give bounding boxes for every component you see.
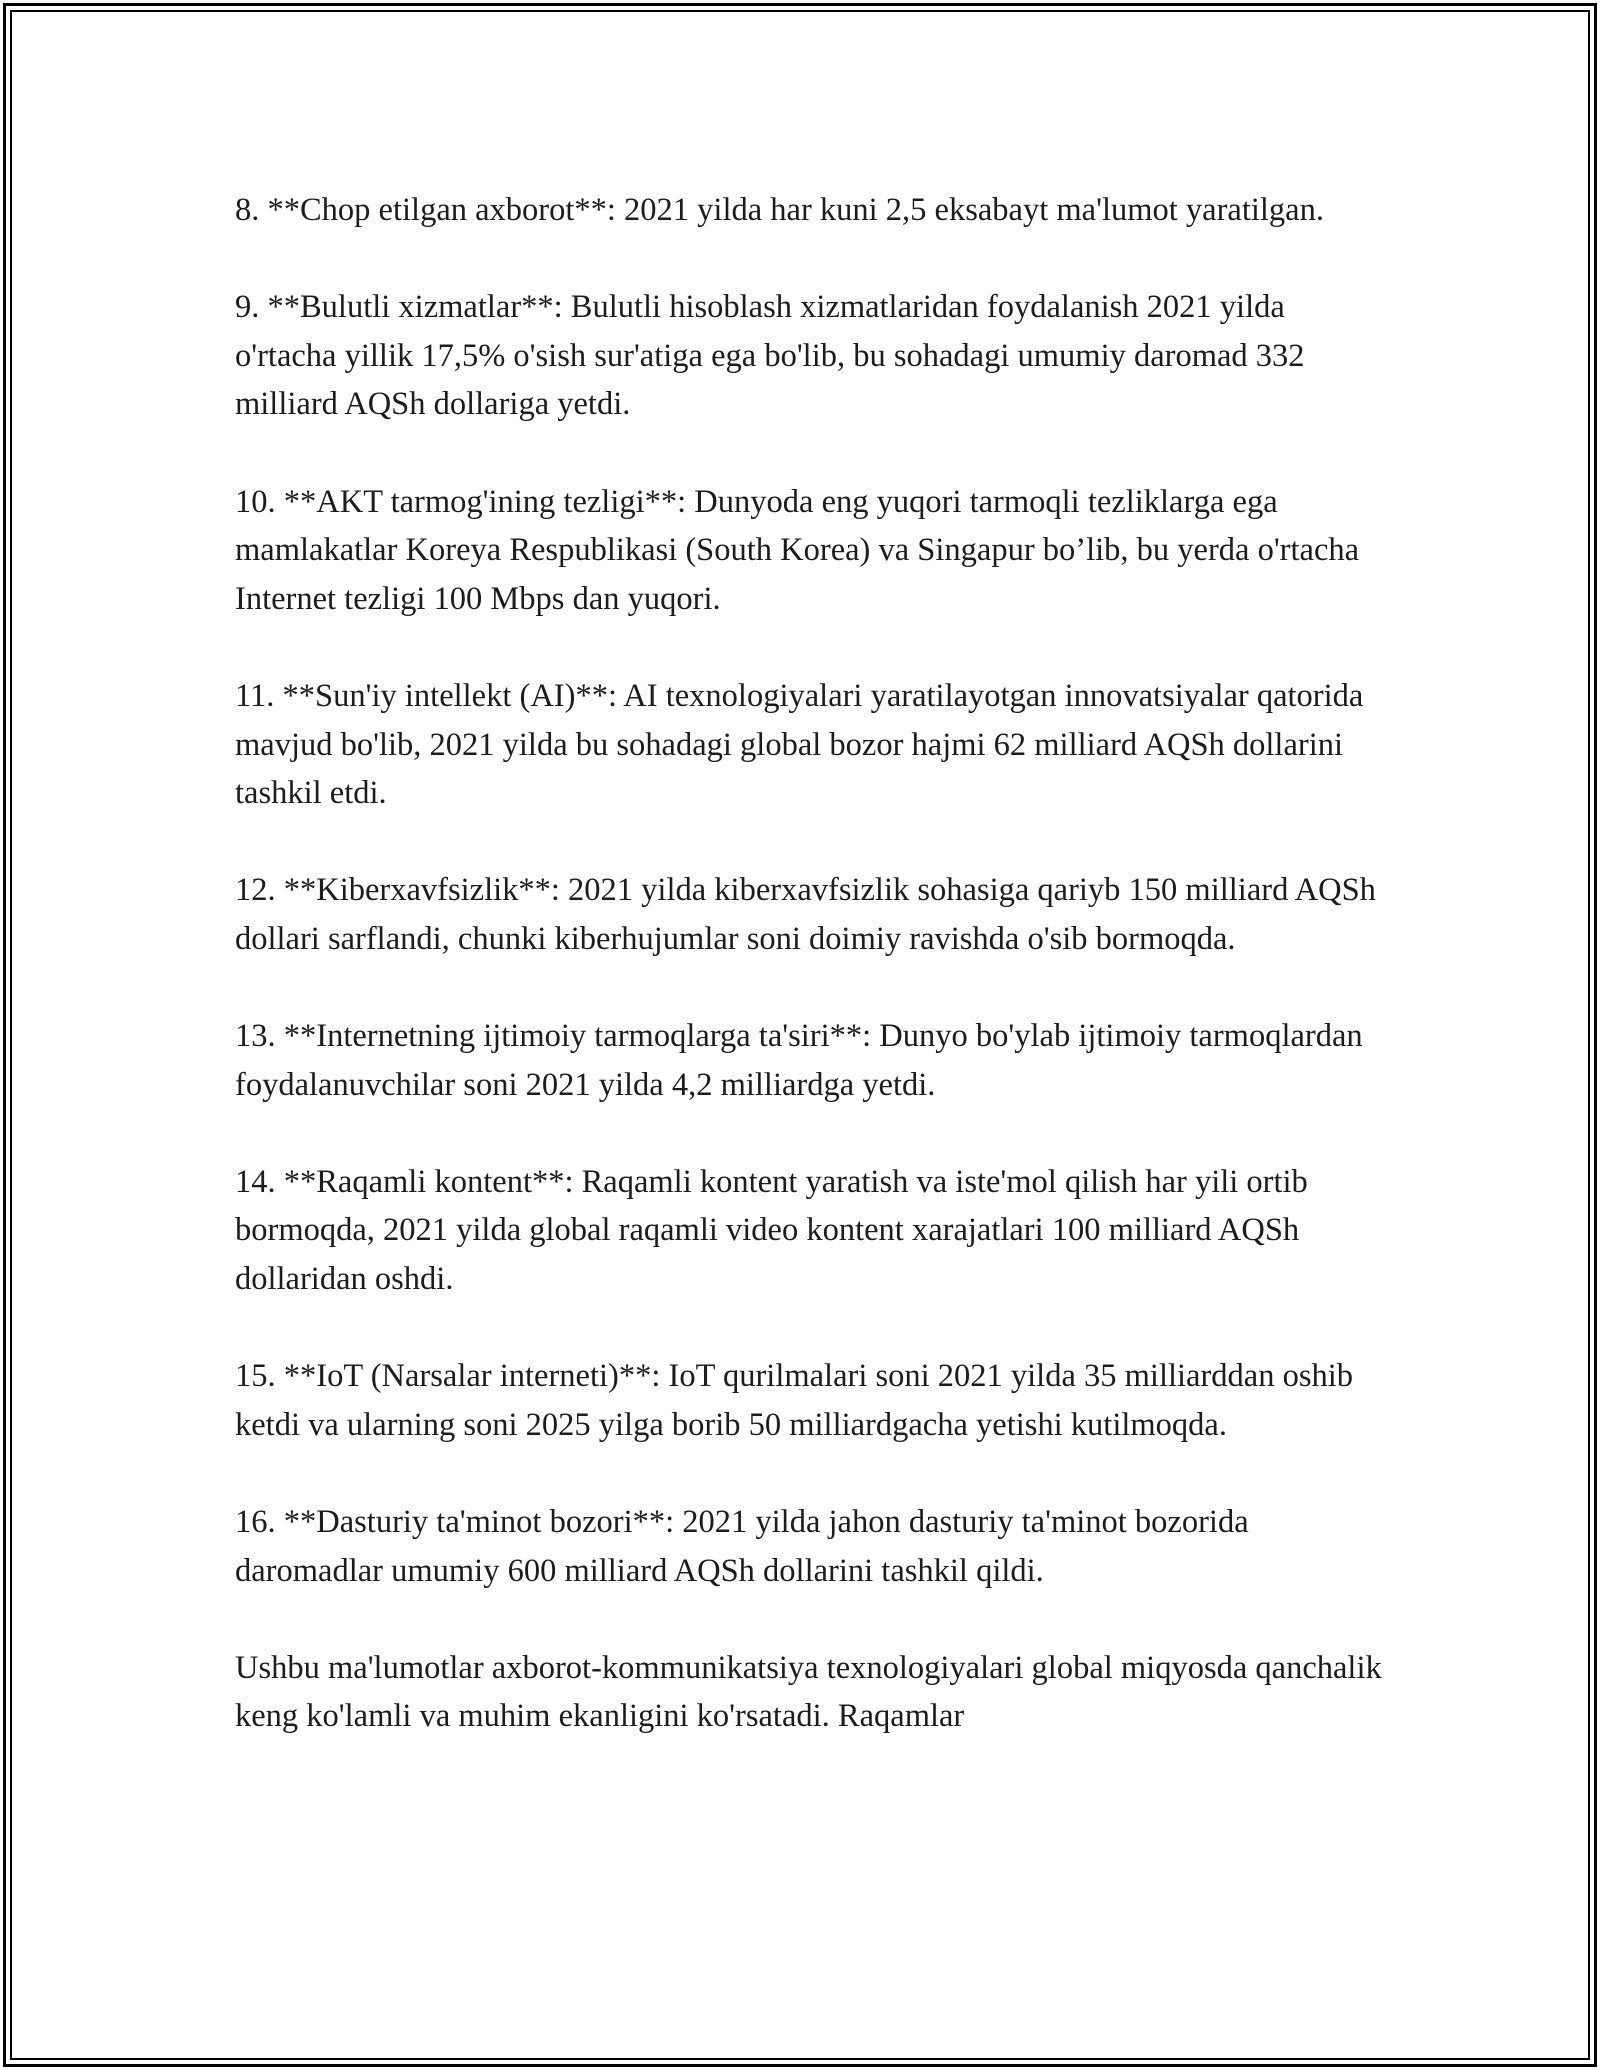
paragraph-item-16: 16. **Dasturiy ta'minot bozori**: 2021 yilda jahon dasturiy ta'minot bozorida daromadlar umumiy 600 milliard AQSh dollarini tashkil qildi. xyxy=(235,1504,1249,1589)
paragraph-item-9: 9. **Bulutli xizmatlar**: Bulutli hisoblash xizmatlaridan foydalanish 2021 yilda o'rtacha yillik 17,5% o'sish sur'atiga ega bo'lib, bu sohadagi umumiy daromad 332 milliard AQSh dollariga yetdi. xyxy=(235,289,1305,423)
document-body xyxy=(235,186,1385,1741)
paragraph-item-8: 8. **Chop etilgan axborot**: 2021 yilda har kuni 2,5 eksabayt ma'lumot yaratilgan. xyxy=(235,192,1324,228)
paragraph-item-10: 10. **AKT tarmog'ining tezligi**: Dunyoda eng yuqori tarmoqli tezliklarga ega mamlakatlar Koreya Respublikasi (South Korea) va Singapur bo’lib, bu yerda o'rtacha Internet tezligi 100 Mbps dan yuqori. xyxy=(235,483,1360,617)
paragraph-item-14: 14. **Raqamli kontent**: Raqamli kontent yaratish va iste'mol qilish har yili ortib bormoqda, 2021 yilda global raqamli video kontent xarajatlari 100 milliard AQSh dollaridan oshdi. xyxy=(235,1163,1308,1298)
paragraph-conclusion: Ushbu ma'lumotlar axborot-kommunikatsiya texnologiyalari global miqyosda qanchalik keng ko'lamli va muhim ekanligini ko'rsatadi. Raqamlar xyxy=(235,1649,1382,1735)
paragraph-item-12: 12. **Kiberxavfsizlik**: 2021 yilda kiberxavfsizlik sohasiga qariyb 150 milliard AQSh dollari sarflandi, chunki kiberhujumlar soni doimiy ravishda o'sib bormoqda. xyxy=(235,872,1376,957)
paragraph-item-15: 15. **IoT (Narsalar interneti)**: IoT qurilmalari soni 2021 yilda 35 milliarddan oshib ketdi va ularning soni 2025 yilga borib 50 milliardgacha yetishi kutilmoqda. xyxy=(235,1358,1354,1443)
paragraph-item-11: 11. **Sun'iy intellekt (AI)**: AI texnologiyalari yaratilayotgan innovatsiyalar qatorida mavjud bo'lib, 2021 yilda bu sohadagi global bozor hajmi 62 milliard AQSh dollarini tashkil etdi. xyxy=(235,677,1364,812)
paragraph-item-13: 13. **Internetning ijtimoiy tarmoqlarga ta'siri**: Dunyo bo'ylab ijtimoiy tarmoqlardan foydalanuvchilar soni 2021 yilda 4,2 milliardga yetdi. xyxy=(235,1018,1363,1103)
